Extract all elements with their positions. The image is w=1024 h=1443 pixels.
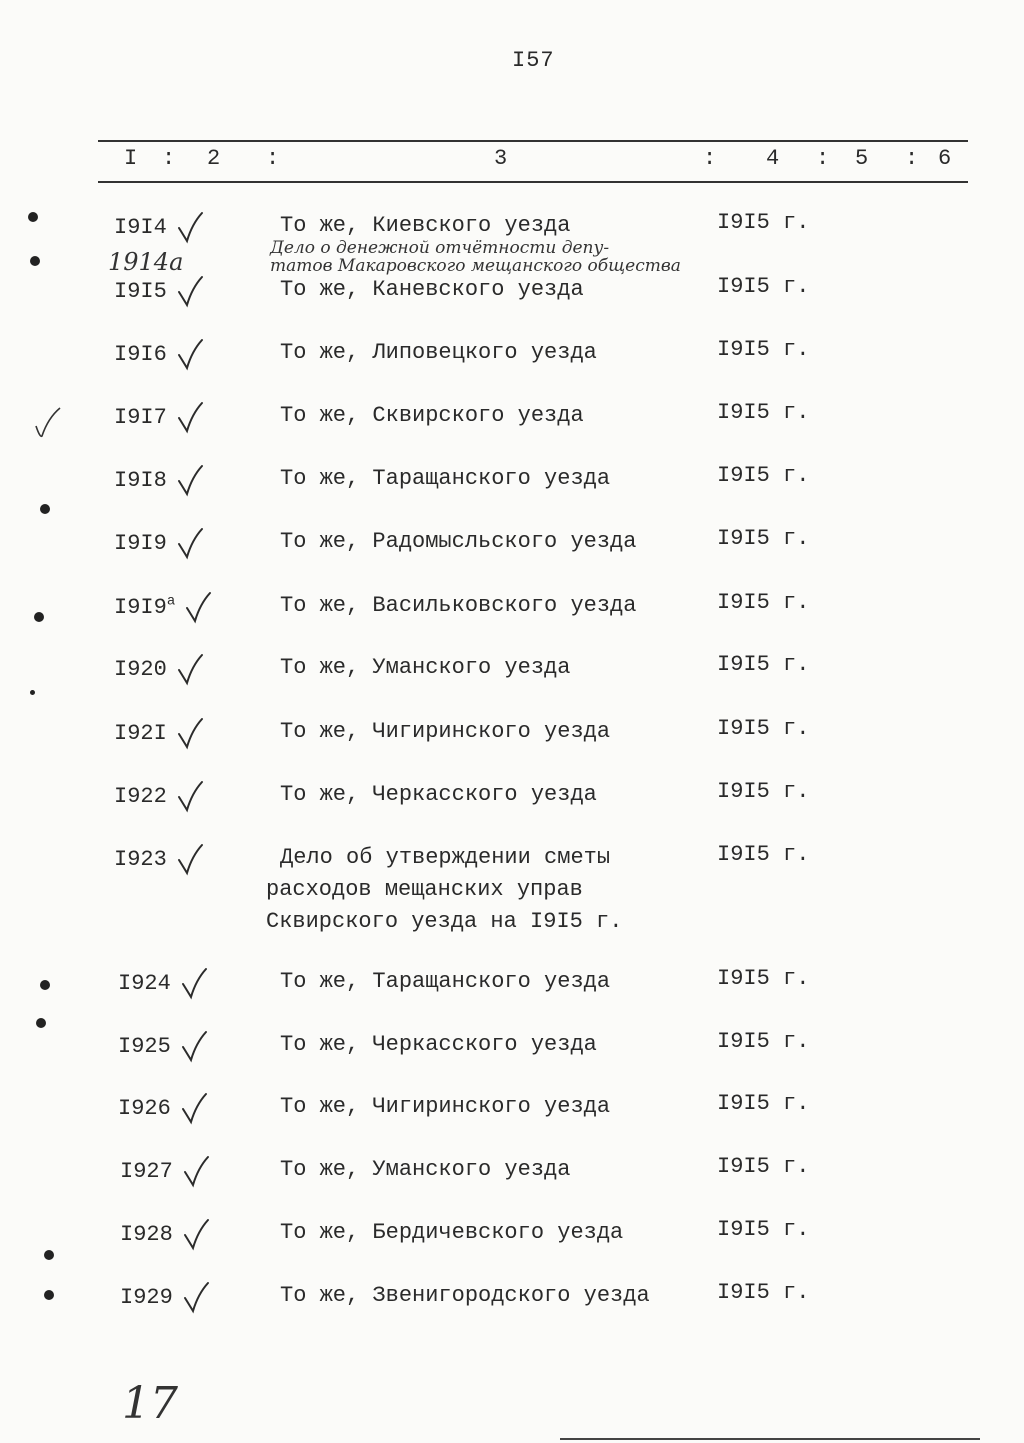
case-title: То же, Липовецкого уезда [280,340,597,365]
table-header [0,146,1024,176]
case-number: I929 [120,1280,211,1314]
case-year: I9I5 г. [717,1154,810,1179]
page-bottom-edge [560,1438,980,1440]
case-title: То же, Васильковского уезда [280,593,637,618]
case-number: I925 [118,1029,209,1063]
margin-dot [36,1018,46,1028]
header-col-6: 6 [938,146,952,171]
header-sep-5: : [905,146,919,171]
case-title: То же, Радомысльского уезда [280,529,637,554]
header-col-2: 2 [207,146,221,171]
margin-dot [44,1250,54,1260]
case-number: I926 [118,1091,209,1125]
case-year: I9I5 г. [717,652,810,677]
case-year: I9I5 г. [717,1091,810,1116]
check-mark-icon [175,400,205,434]
header-col-3: 3 [494,146,508,171]
margin-dot [30,256,40,266]
check-mark-icon [175,463,205,497]
case-year: I9I5 г. [717,590,810,615]
table-top-rule [98,140,968,142]
check-mark-icon [175,842,205,876]
check-mark-icon [175,652,205,686]
case-year: I9I5 г. [717,400,810,425]
margin-dot [34,612,44,622]
folio-number: 17 [122,1378,178,1429]
case-year: I9I5 г. [717,1280,810,1305]
case-title: То же, Уманского уезда [280,1157,571,1182]
case-title: То же, Чигиринского уезда [280,1094,611,1119]
case-number: I922 [114,779,205,813]
check-mark-icon [179,1091,209,1125]
case-title: То же, Чигиринского уезда [280,719,611,744]
case-year: I9I5 г. [717,966,810,991]
case-title: То же, Черкасского уезда [280,782,597,807]
check-mark-icon [175,779,205,813]
header-col-1: I [124,146,138,171]
case-year: I9I5 г. [717,842,810,867]
check-mark-icon [175,274,205,308]
case-year: I9I5 г. [717,337,810,362]
case-title: То же, Бердичевского уезда [280,1220,624,1245]
margin-dot [40,980,50,990]
case-number: I924 [118,966,209,1000]
check-mark-icon [181,1154,211,1188]
case-number: I9I6 [114,337,205,371]
case-number: I928 [120,1217,211,1251]
page-number: I57 [512,48,555,73]
case-number: I927 [120,1154,211,1188]
check-mark-icon [175,210,205,244]
header-sep-3: : [703,146,717,171]
check-mark-icon [179,1029,209,1063]
case-number: I9I7 [114,400,205,434]
case-title: То же, Звенигородского уезда [280,1283,650,1308]
case-year: I9I5 г. [717,1217,810,1242]
case-year: I9I5 г. [717,716,810,741]
check-mark-icon [181,1280,211,1314]
header-sep-2: : [266,146,280,171]
handwritten-insert-title-line1: Дело о денежной отчётности депу- [270,238,610,258]
margin-dot [30,690,35,695]
case-number: I920 [114,652,205,686]
margin-dot [28,212,38,222]
check-mark-icon [179,966,209,1000]
check-mark-icon [183,590,213,624]
case-number: $I9I9^а$ [114,590,213,624]
case-year: I9I5 г. [717,1029,810,1054]
case-title: То же, Сквирского уезда [280,403,584,428]
case-number: I9I9 [114,526,205,560]
case-number-suffix: а [166,593,176,610]
margin-dot [40,504,50,514]
case-number: I9I4 [114,210,205,244]
case-title: То же, Киевского уезда [280,213,571,238]
handwritten-insert-number: 1914а [108,248,184,276]
case-year: I9I5 г. [717,526,810,551]
check-mark-icon [181,1217,211,1251]
case-title: То же, Таращанского уезда [280,969,611,994]
case-year: I9I5 г. [717,210,810,235]
case-year: I9I5 г. [717,463,810,488]
case-title: То же, Каневского уезда [280,277,584,302]
case-number: I923 [114,842,205,876]
check-mark-icon [175,716,205,750]
case-year: I9I5 г. [717,779,810,804]
case-title: То же, Черкасского уезда [280,1032,597,1057]
case-title: То же, Уманского уезда [280,655,571,680]
case-title: То же, Таращанского уезда [280,466,611,491]
handwritten-insert-title-line2: татов Макаровского мещанского общества [270,256,681,276]
header-col-4: 4 [766,146,780,171]
case-number: I92I [114,716,205,750]
margin-tick-icon [32,404,62,440]
case-title: Дело об утверждении сметы расходов мещанских управ Сквирского уезда на I9I5 г. [266,845,623,934]
table-header-rule [98,181,968,183]
header-sep-1: : [162,146,176,171]
header-sep-4: : [816,146,830,171]
case-number: I9I5 [114,274,205,308]
check-mark-icon [175,526,205,560]
check-mark-icon [175,337,205,371]
case-number: I9I8 [114,463,205,497]
case-year: I9I5 г. [717,274,810,299]
margin-dot [44,1290,54,1300]
header-col-5: 5 [855,146,869,171]
